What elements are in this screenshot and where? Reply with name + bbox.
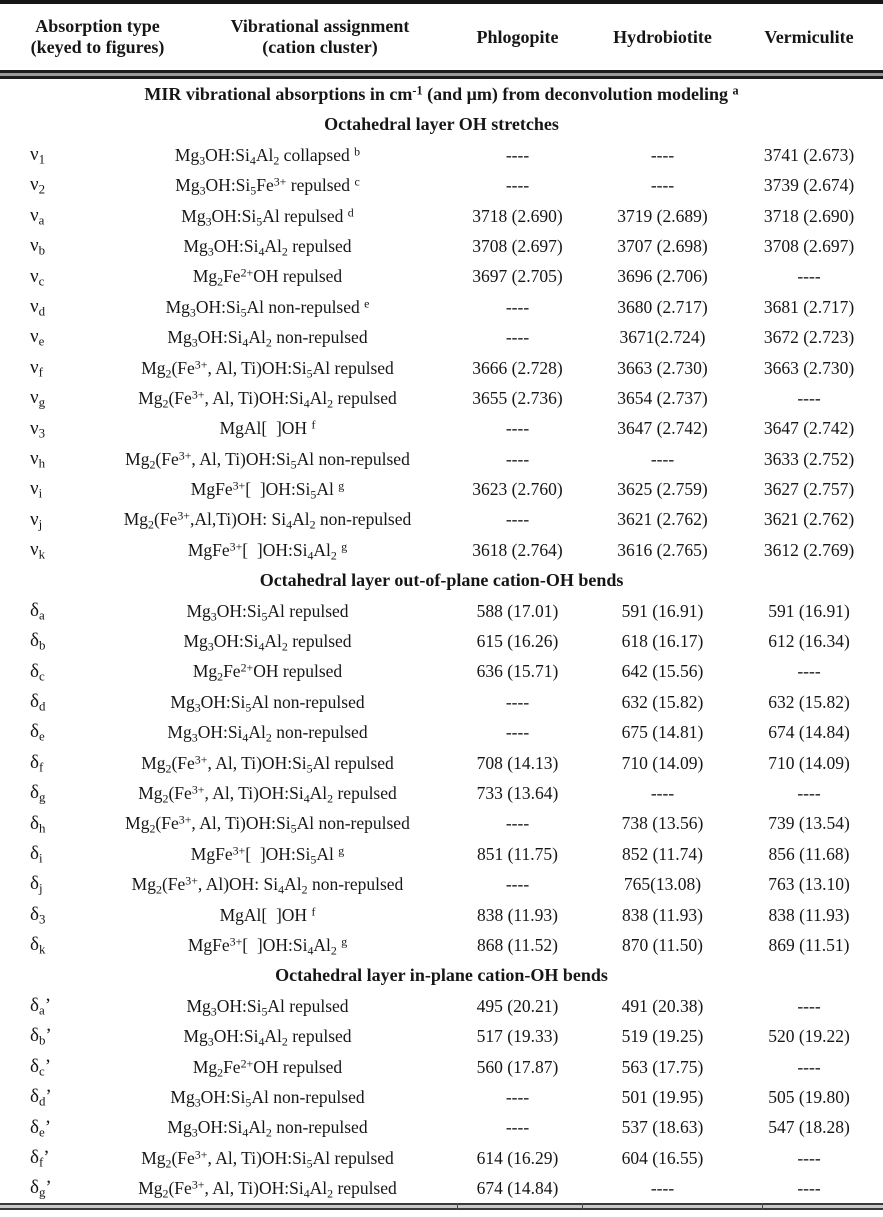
cell-phlogopite: ---- <box>505 1117 530 1138</box>
bottom-rule-tick <box>582 1203 583 1210</box>
cell-hydrobiotite: 537 (18.63) <box>621 1117 704 1138</box>
cell-assignment: $Mg_3OH:Si_4Al_2$ repulsed <box>183 631 352 654</box>
cell-vermiculite: 3612 (2.769) <box>763 539 855 560</box>
cell-vermiculite: 3647 (2.742) <box>763 418 855 439</box>
cell-phlogopite: 708 (14.13) <box>476 752 559 773</box>
cell-hydrobiotite: 3621 (2.762) <box>617 509 708 530</box>
table-row <box>0 292 883 322</box>
cell-vermiculite: 3633 (2.752) <box>763 448 855 469</box>
header-divider-rule <box>0 70 883 79</box>
cell-phlogopite: 3708 (2.697) <box>472 235 563 256</box>
cell-vermiculite: 838 (11.93) <box>768 904 850 925</box>
cell-phlogopite: 868 (11.52) <box>476 934 558 955</box>
cell-vermiculite: ---- <box>797 387 821 408</box>
cell-vermiculite: 520 (19.22) <box>768 1026 850 1047</box>
table-row <box>0 991 883 1021</box>
cell-assignment: $Mg_2(Fe^{3+}$, Al, $Ti)OH:Si_5Al$ non-repulsed <box>125 448 410 472</box>
cell-hydrobiotite: 3671(2.724) <box>619 327 706 348</box>
cell-absorption-type: $\nu_c$ <box>30 265 45 289</box>
cell-vermiculite: 739 (13.54) <box>768 813 850 834</box>
cell-assignment: $Mg_3OH:Si_4Al_2$ repulsed <box>183 1026 352 1049</box>
column-header-hydrobiotite: Hydrobiotite <box>613 26 712 47</box>
cell-assignment: MgAl[ ]OH $^f$ <box>219 904 316 925</box>
cell-vermiculite: ---- <box>797 1147 821 1168</box>
cell-vermiculite: 612 (16.34) <box>768 631 850 652</box>
cell-phlogopite: 3697 (2.705) <box>472 266 563 287</box>
cell-absorption-type: $\delta_b$ <box>30 630 46 653</box>
cell-vermiculite: 3681 (2.717) <box>763 296 855 317</box>
cell-hydrobiotite: 501 (19.95) <box>621 1086 704 1107</box>
cell-vermiculite: ---- <box>797 1178 821 1199</box>
cell-hydrobiotite: ---- <box>650 144 675 165</box>
cell-phlogopite: ---- <box>505 691 530 712</box>
cell-phlogopite: 517 (19.33) <box>476 1026 559 1047</box>
cell-phlogopite: 674 (14.84) <box>476 1178 559 1199</box>
table-row <box>0 748 883 778</box>
table-row <box>0 1143 883 1173</box>
cell-hydrobiotite: 738 (13.56) <box>621 813 704 834</box>
cell-assignment: $Mg_2(Fe^{3+}$, Al, $Ti)OH:Si_4Al_2$ repulsed <box>138 782 397 806</box>
cell-hydrobiotite: 618 (16.17) <box>621 631 704 652</box>
section-header: Octahedral layer OH stretches <box>324 114 559 135</box>
cell-absorption-type: $\nu_a$ <box>30 204 45 228</box>
cell-vermiculite: ---- <box>797 1056 821 1077</box>
cell-assignment: $Mg_3OH:Si_4Al_2$ non-repulsed <box>167 722 368 745</box>
cell-phlogopite: 495 (20.21) <box>476 995 559 1016</box>
table-row <box>0 839 883 869</box>
cell-absorption-type: $\nu_f$ <box>30 356 43 380</box>
cell-absorption-type: $\nu_d$ <box>30 295 46 319</box>
bottom-rule-tick <box>762 1203 763 1210</box>
column-header-phlogopite: Phlogopite <box>476 26 559 47</box>
column-header-vermiculite: Vermiculite <box>764 26 854 47</box>
cell-assignment: MgFe$^{3+}$[ ]$OH:Si_5Al$ $^g$ <box>190 843 345 867</box>
cell-vermiculite: ---- <box>797 266 821 287</box>
cell-absorption-type: $\nu_3$ <box>30 417 46 441</box>
table-row <box>0 808 883 838</box>
cell-vermiculite: 547 (18.28) <box>768 1117 850 1138</box>
cell-vermiculite: 3627 (2.757) <box>763 479 855 500</box>
cell-absorption-type: $\delta_3$ <box>30 903 46 927</box>
cell-phlogopite: 3618 (2.764) <box>472 539 563 560</box>
cell-absorption-type: $\nu_k$ <box>30 539 46 562</box>
cell-hydrobiotite: ---- <box>650 175 675 196</box>
table-body <box>0 79 883 1203</box>
table-row <box>0 1112 883 1142</box>
cell-absorption-type: $\nu_g$ <box>30 387 46 410</box>
cell-assignment: $Mg_2Fe^{2+}OH$ repulsed <box>192 266 343 289</box>
cell-assignment: $Mg_3OH:Si_4Al_2$ non-repulsed <box>167 1117 368 1140</box>
cell-assignment: $Mg_3OH:Si_5Al$ non-repulsed $^e$ <box>165 296 370 320</box>
cell-hydrobiotite: 838 (11.93) <box>621 904 703 925</box>
cell-phlogopite: ---- <box>505 509 530 530</box>
cell-vermiculite: ---- <box>797 661 821 682</box>
cell-assignment: $Mg_2(Fe^{3+}$, Al, $Ti)OH:Si_4Al_2$ repulsed <box>138 387 397 411</box>
table-row <box>0 626 883 656</box>
table-row <box>0 1021 883 1051</box>
table-row <box>0 869 883 899</box>
cell-assignment: $Mg_2(Fe^{3+}$, Al, $Ti)OH:Si_5Al$ repulsed <box>141 1147 394 1170</box>
cell-phlogopite: 3718 (2.690) <box>472 205 563 226</box>
cell-vermiculite: 3739 (2.674) <box>763 175 855 196</box>
cell-assignment: $Mg_3OH:Si_4Al_2$ collapsed $^b$ <box>174 144 361 168</box>
cell-phlogopite: 560 (17.87) <box>476 1056 559 1077</box>
cell-phlogopite: ---- <box>505 813 530 834</box>
cell-assignment: $Mg_3OH:Si_5Al$ repulsed <box>186 995 349 1019</box>
table-row <box>0 1052 883 1082</box>
table-row <box>0 930 883 960</box>
cell-hydrobiotite: 765(13.08) <box>623 874 702 895</box>
cell-hydrobiotite: 3696 (2.706) <box>617 266 708 287</box>
cell-absorption-type: $\delta_g$’ <box>30 1177 52 1200</box>
cell-hydrobiotite: ---- <box>650 782 675 803</box>
cell-hydrobiotite: 642 (15.56) <box>621 661 704 682</box>
cell-absorption-type: $\delta_g$ <box>30 782 46 805</box>
cell-absorption-type: $\delta_f$’ <box>30 1146 50 1170</box>
cell-phlogopite: 636 (15.71) <box>476 661 559 682</box>
table-row <box>0 1082 883 1112</box>
cell-assignment: MgFe$^{3+}$[ ]$OH:Si_4Al_2$ $^g$ <box>187 934 348 958</box>
cell-absorption-type: $\delta_f$ <box>30 751 44 775</box>
cell-phlogopite: 3666 (2.728) <box>472 357 563 378</box>
cell-hydrobiotite: 3663 (2.730) <box>617 357 708 378</box>
cell-absorption-type: $\nu_h$ <box>30 447 46 471</box>
cell-vermiculite: ---- <box>797 782 821 803</box>
cell-hydrobiotite: 491 (20.38) <box>621 995 704 1016</box>
cell-phlogopite: 3623 (2.760) <box>472 479 563 500</box>
cell-phlogopite: ---- <box>505 722 530 743</box>
cell-vermiculite: 632 (15.82) <box>768 691 850 712</box>
cell-phlogopite: 851 (11.75) <box>476 843 558 864</box>
cell-hydrobiotite: 3719 (2.689) <box>617 205 708 226</box>
table-row <box>0 444 883 474</box>
section-header <box>0 565 883 595</box>
cell-hydrobiotite: 519 (19.25) <box>621 1026 704 1047</box>
cell-assignment: $Mg_2Fe^{2+}OH$ repulsed <box>192 1056 343 1079</box>
cell-vermiculite: 869 (11.51) <box>768 934 850 955</box>
section-header: Octahedral layer out-of-plane cation-OH bends <box>259 570 624 590</box>
cell-phlogopite: 615 (16.26) <box>476 631 559 652</box>
table-row <box>0 687 883 717</box>
cell-phlogopite: ---- <box>505 296 530 317</box>
cell-vermiculite: 674 (14.84) <box>768 722 850 743</box>
cell-assignment: $Mg_3OH:Si_5Al$ repulsed $^d$ <box>181 205 354 228</box>
cell-hydrobiotite: 3680 (2.717) <box>617 296 708 317</box>
cell-absorption-type: $\delta_c$’ <box>30 1055 52 1079</box>
cell-assignment: $Mg_3OH:Si_4Al_2$ non-repulsed <box>167 327 368 350</box>
cell-absorption-type: $\nu_j$ <box>30 508 43 532</box>
cell-absorption-type: $\delta_d$ <box>30 691 46 714</box>
cell-hydrobiotite: 604 (16.55) <box>621 1147 704 1168</box>
section-header <box>0 960 883 990</box>
cell-absorption-type: $\delta_d$’ <box>30 1086 52 1109</box>
cell-assignment: $Mg_2(Fe^{3+}$, Al, $Ti)OH:Si_4Al_2$ repulsed <box>138 1177 397 1201</box>
cell-absorption-type: $\delta_i$ <box>30 842 43 866</box>
cell-hydrobiotite: 3616 (2.765) <box>617 539 708 560</box>
table-caption: MIR vibrational absorptions in $cm^{-1}$ (and μm) from deconvolution modeling $^a$ <box>144 83 739 104</box>
cell-vermiculite: 3741 (2.673) <box>763 144 855 165</box>
cell-phlogopite: 3655 (2.736) <box>472 387 563 408</box>
table-row <box>0 322 883 352</box>
table-header-row <box>0 4 883 70</box>
column-header-vibrational-assignment: Vibrational assignment (cation cluster) <box>230 16 410 57</box>
cell-assignment: $Mg_2(Fe^{3+}$, Al, $Ti)OH:Si_5Al$ repulsed <box>141 752 394 775</box>
cell-absorption-type: $\delta_k$ <box>30 934 46 957</box>
cell-vermiculite: 505 (19.80) <box>768 1086 850 1107</box>
cell-absorption-type: $\delta_e$’ <box>30 1116 52 1140</box>
table-row <box>0 504 883 534</box>
table-row <box>0 140 883 170</box>
cell-hydrobiotite: 3707 (2.698) <box>617 235 708 256</box>
cell-absorption-type: $\delta_j$ <box>30 873 43 896</box>
cell-assignment: MgFe$^{3+}$[ ]$OH:Si_5Al$ $^g$ <box>190 478 345 502</box>
cell-vermiculite: 763 (13.10) <box>768 874 850 895</box>
cell-absorption-type: $\nu_1$ <box>30 144 46 167</box>
cell-phlogopite: ---- <box>505 418 530 439</box>
table-row <box>0 261 883 291</box>
cell-phlogopite: ---- <box>505 448 530 469</box>
bottom-rule-tick <box>457 1203 458 1210</box>
cell-hydrobiotite: 3625 (2.759) <box>617 479 708 500</box>
cell-hydrobiotite: ---- <box>650 448 675 469</box>
section-header <box>0 109 883 139</box>
table-row <box>0 900 883 930</box>
cell-assignment: $Mg_3OH:Si_5Al$ repulsed <box>186 600 349 623</box>
cell-hydrobiotite: 852 (11.74) <box>621 843 703 864</box>
cell-vermiculite: 3672 (2.723) <box>763 327 855 348</box>
table-row <box>0 778 883 808</box>
cell-assignment: MgAl[ ]OH $^f$ <box>219 417 316 439</box>
cell-hydrobiotite: 563 (17.75) <box>621 1056 704 1077</box>
cell-absorption-type: $\delta_a$’ <box>30 994 52 1018</box>
cell-absorption-type: $\nu_i$ <box>30 478 43 501</box>
data-table <box>0 79 883 1203</box>
cell-assignment: $Mg_3OH:Si_4Al_2$ repulsed <box>183 235 352 259</box>
table-caption <box>0 79 883 109</box>
cell-hydrobiotite: ---- <box>650 1178 675 1199</box>
cell-assignment: $Mg_2(Fe^{3+},Al,Ti)OH$: $Si_4Al_2$ non-repulsed <box>123 509 412 532</box>
cell-absorption-type: $\nu_e$ <box>30 326 45 349</box>
cell-phlogopite: 733 (13.64) <box>476 782 559 803</box>
cell-assignment: $Mg_2(Fe^{3+}$, Al)OH: $Si_4Al_2$ non-repulsed <box>131 873 404 897</box>
cell-assignment: $Mg_2(Fe^{3+}$, Al, $Ti)OH:Si_5Al$ repulsed <box>141 357 394 380</box>
cell-vermiculite: 591 (16.91) <box>768 600 850 621</box>
cell-assignment: $Mg_2Fe^{2+}OH$ repulsed <box>192 661 343 684</box>
cell-absorption-type: $\delta_b$’ <box>30 1025 52 1048</box>
table-row <box>0 596 883 626</box>
cell-hydrobiotite: 675 (14.81) <box>621 722 704 743</box>
cell-absorption-type: $\delta_a$ <box>30 599 45 623</box>
table-row <box>0 231 883 261</box>
table-row <box>0 535 883 565</box>
table-row <box>0 170 883 200</box>
cell-absorption-type: $\nu_b$ <box>30 235 46 258</box>
table-row <box>0 717 883 747</box>
cell-vermiculite: ---- <box>797 995 821 1016</box>
cell-absorption-type: $\delta_e$ <box>30 721 45 745</box>
cell-assignment: $Mg_3OH:Si_5Fe^{3+}$ repulsed $^c$ <box>175 174 360 198</box>
cell-phlogopite: ---- <box>505 1086 530 1107</box>
cell-vermiculite: 3708 (2.697) <box>763 235 855 256</box>
cell-phlogopite: 838 (11.93) <box>476 904 558 925</box>
cell-hydrobiotite: 591 (16.91) <box>621 600 704 621</box>
cell-hydrobiotite: 3647 (2.742) <box>617 418 708 439</box>
cell-phlogopite: ---- <box>505 327 530 348</box>
cell-phlogopite: ---- <box>505 874 530 895</box>
table-row <box>0 413 883 443</box>
cell-phlogopite: 588 (17.01) <box>476 600 559 621</box>
cell-assignment: $Mg_3OH:Si_5Al$ non-repulsed <box>170 691 365 715</box>
section-header: Octahedral layer in-plane cation-OH bends <box>275 965 608 986</box>
cell-vermiculite: 856 (11.68) <box>768 843 850 864</box>
table-row <box>0 656 883 686</box>
table-row <box>0 383 883 413</box>
cell-hydrobiotite: 710 (14.09) <box>621 752 704 773</box>
table-row <box>0 474 883 504</box>
cell-assignment: $Mg_2(Fe^{3+}$, Al, $Ti)OH:Si_5Al$ non-repulsed <box>125 813 410 836</box>
table-row <box>0 353 883 383</box>
table-row <box>0 201 883 231</box>
table-row <box>0 1173 883 1203</box>
column-header-absorption-type: Absorption type (keyed to figures) <box>30 16 165 57</box>
bottom-rule <box>0 1203 883 1210</box>
cell-vermiculite: 3663 (2.730) <box>763 357 855 378</box>
cell-assignment: MgFe$^{3+}$[ ]$OH:Si_4Al_2$ $^g$ <box>187 539 348 563</box>
cell-vermiculite: 3718 (2.690) <box>763 205 855 226</box>
cell-absorption-type: $\delta_c$ <box>30 660 45 684</box>
cell-phlogopite: ---- <box>505 175 530 196</box>
cell-absorption-type: $\delta_h$ <box>30 812 46 836</box>
cell-phlogopite: 614 (16.29) <box>476 1147 559 1168</box>
cell-hydrobiotite: 3654 (2.737) <box>617 387 708 408</box>
cell-absorption-type: $\nu_2$ <box>30 174 46 197</box>
cell-hydrobiotite: 870 (11.50) <box>621 934 703 955</box>
cell-phlogopite: ---- <box>505 144 530 165</box>
cell-assignment: $Mg_3OH:Si_5Al$ non-repulsed <box>170 1086 365 1110</box>
cell-vermiculite: 710 (14.09) <box>768 752 850 773</box>
cell-vermiculite: 3621 (2.762) <box>763 509 855 530</box>
cell-hydrobiotite: 632 (15.82) <box>621 691 704 712</box>
